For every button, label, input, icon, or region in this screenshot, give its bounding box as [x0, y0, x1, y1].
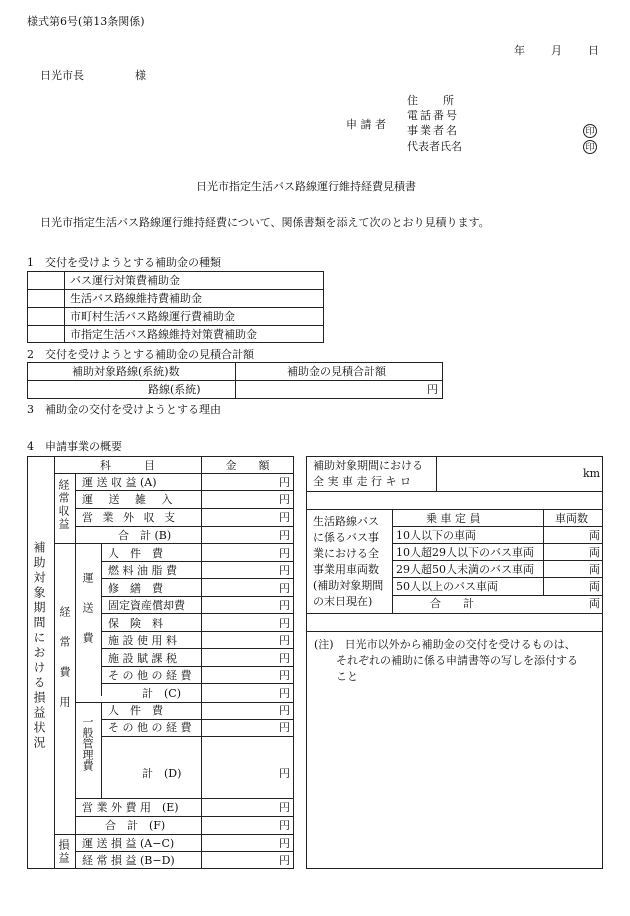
note-line: こと: [336, 670, 358, 683]
yen-unit: 円: [279, 564, 290, 577]
transport-expense-row: 燃 料 油 脂 費: [108, 564, 177, 577]
yen-unit: 円: [279, 837, 290, 850]
section4-heading: 4 申請事業の概要: [27, 440, 122, 453]
vehicle-unit: 両: [589, 546, 600, 559]
km-label: 全 実 車 走 行 キ ロ: [313, 475, 411, 488]
subsidy-type-item: 市指定生活バス路線維持対策費補助金: [70, 328, 257, 341]
date-month: 月: [551, 44, 562, 57]
section3-heading: 3 補助金の交付を受けようとする理由: [27, 403, 221, 416]
yen-unit: 円: [279, 854, 290, 867]
yen-unit: 円: [279, 617, 290, 630]
non-operating-expense-row: 営 業 外 費 用 (E): [82, 801, 179, 814]
transport-expense-row: 固定資産償却費: [108, 599, 185, 612]
applicant-company-label: 事業者名: [407, 124, 459, 137]
route-count-unit: 路線(系統): [148, 383, 201, 396]
vehicle-unit: 両: [589, 597, 600, 610]
side-label: 補助対象期間における損益状況: [32, 541, 46, 751]
subsidy-type-item: 生活バス路線維持費補助金: [70, 292, 202, 305]
vehicle-unit: 両: [589, 580, 600, 593]
expense-total-row: 合 計 (F): [105, 819, 166, 832]
route-count-header: 補助対象路線(系統)数: [72, 365, 180, 378]
vehicle-capacity-row: 合 計: [430, 597, 474, 610]
vehicle-label: 事業用車両数: [313, 563, 379, 576]
yen-unit: 円: [279, 493, 290, 506]
transport-expense-row: 計 (C): [142, 687, 181, 700]
vehicle-capacity-row: 10人超29人以下のバス車両: [396, 546, 534, 559]
yen-unit: 円: [279, 669, 290, 682]
yen-unit: 円: [279, 511, 290, 524]
note-line: それぞれの補助に係る申請書等の写しを添付する: [336, 654, 578, 667]
yen-unit: 円: [279, 529, 290, 542]
general-admin-row: 計 (D): [142, 767, 182, 780]
yen-unit: 円: [279, 634, 290, 647]
section2-heading: 2 交付を受けようとする補助金の見積合計額: [27, 348, 254, 361]
subsidy-type-item: バス運行対策費補助金: [70, 274, 180, 287]
yen-unit: 円: [279, 687, 290, 700]
form-number: 様式第6号(第13条関係): [27, 15, 145, 28]
ordinary-income-label: 経常収益: [57, 479, 70, 531]
intro-text: 日光市指定生活バス路線運行維持経費について、関係書類を添えて次のとおり見積ります。: [40, 216, 490, 229]
vehicle-label: の末日現在): [313, 595, 373, 608]
transport-expense-row: そ の 他 の 経 費: [108, 669, 192, 682]
transport-expense-row: 保 険 料: [108, 617, 163, 630]
ordinary-income-row: 運 送 雑 入: [82, 493, 179, 506]
profit-row: 経 常 損 益 (B−D): [82, 854, 175, 867]
yen-unit: 円: [279, 819, 290, 832]
transport-label: 運 送 費: [81, 572, 94, 647]
ordinary-income-row: 営 業 外 収 支: [82, 511, 178, 524]
vehicle-unit: 両: [589, 529, 600, 542]
vehicle-capacity-row: 10人以下の車両: [396, 529, 476, 542]
yen-unit: 円: [279, 721, 290, 734]
date-year: 年: [514, 44, 525, 57]
yen-unit: 円: [279, 767, 290, 780]
transport-expense-row: 施 設 使 用 料: [108, 634, 177, 647]
yen-unit: 円: [279, 476, 290, 489]
vehicle-label: 生活路線バス: [313, 515, 379, 528]
yen-unit: 円: [279, 547, 290, 560]
transport-expense-row: 施 設 賦 課 税: [108, 652, 177, 665]
applicant-label: 申 請 者: [346, 118, 386, 131]
vehicle-label: 業における全: [313, 547, 379, 560]
page-title: 日光市指定生活バス路線運行維持経費見積書: [196, 180, 416, 193]
vehicle-unit: 両: [589, 563, 600, 576]
yen-unit: 円: [279, 599, 290, 612]
profit-label: 損益: [57, 839, 70, 865]
estimate-amount-header: 補助金の見積合計額: [287, 365, 386, 378]
yen-unit: 円: [427, 383, 438, 396]
general-admin-label: 一般管理費: [81, 716, 94, 771]
ordinary-income-row: 合 計 (B): [118, 529, 172, 542]
ordinary-income-row: 運 送 収 益 (A): [82, 476, 157, 489]
yen-unit: 円: [279, 704, 290, 717]
applicant-phone-label: 電話番号: [407, 109, 459, 122]
expense-label: 経 常 費 用: [58, 606, 71, 711]
vehicle-capacity-row: 50人以上のバス車両: [396, 580, 498, 593]
vehicle-capacity-row: 29人超50人未満のバス車両: [396, 563, 534, 576]
note-line: (注) 日光市以外から補助金の交付を受けるものは、: [314, 638, 576, 651]
applicant-address-label: 住 所: [407, 94, 455, 107]
transport-expense-row: 修 繕 費: [108, 582, 163, 595]
amount-header: 金 額: [225, 459, 270, 472]
general-admin-row: 人 件 費: [108, 704, 163, 717]
vehicle-label: に係るバス事: [313, 531, 379, 544]
general-admin-row: そ の 他 の 経 費: [108, 721, 192, 734]
km-unit: km: [583, 467, 601, 480]
addressee-name: 日光市長: [40, 69, 84, 82]
capacity-header: 乗 車 定 員: [426, 512, 481, 525]
seal-mark: 印: [583, 124, 597, 138]
profit-row: 運 送 損 益 (A−C): [82, 837, 175, 850]
item-header: 科 目: [100, 459, 155, 472]
vehicle-count-header: 車両数: [555, 512, 588, 525]
applicant-representative-label: 代表者氏名: [407, 140, 462, 153]
seal-mark: 印: [583, 140, 597, 154]
yen-unit: 円: [279, 801, 290, 814]
yen-unit: 円: [279, 582, 290, 595]
km-label: 補助対象期間における: [313, 459, 423, 472]
subsidy-type-item: 市町村生活バス路線運行費補助金: [70, 310, 235, 323]
section1-heading: 1 交付を受けようとする補助金の種類: [27, 256, 221, 269]
vehicle-label: (補助対象期間: [313, 579, 384, 592]
yen-unit: 円: [279, 652, 290, 665]
addressee-honorific: 様: [135, 69, 146, 82]
date-day: 日: [588, 44, 599, 57]
transport-expense-row: 人 件 費: [108, 547, 163, 560]
